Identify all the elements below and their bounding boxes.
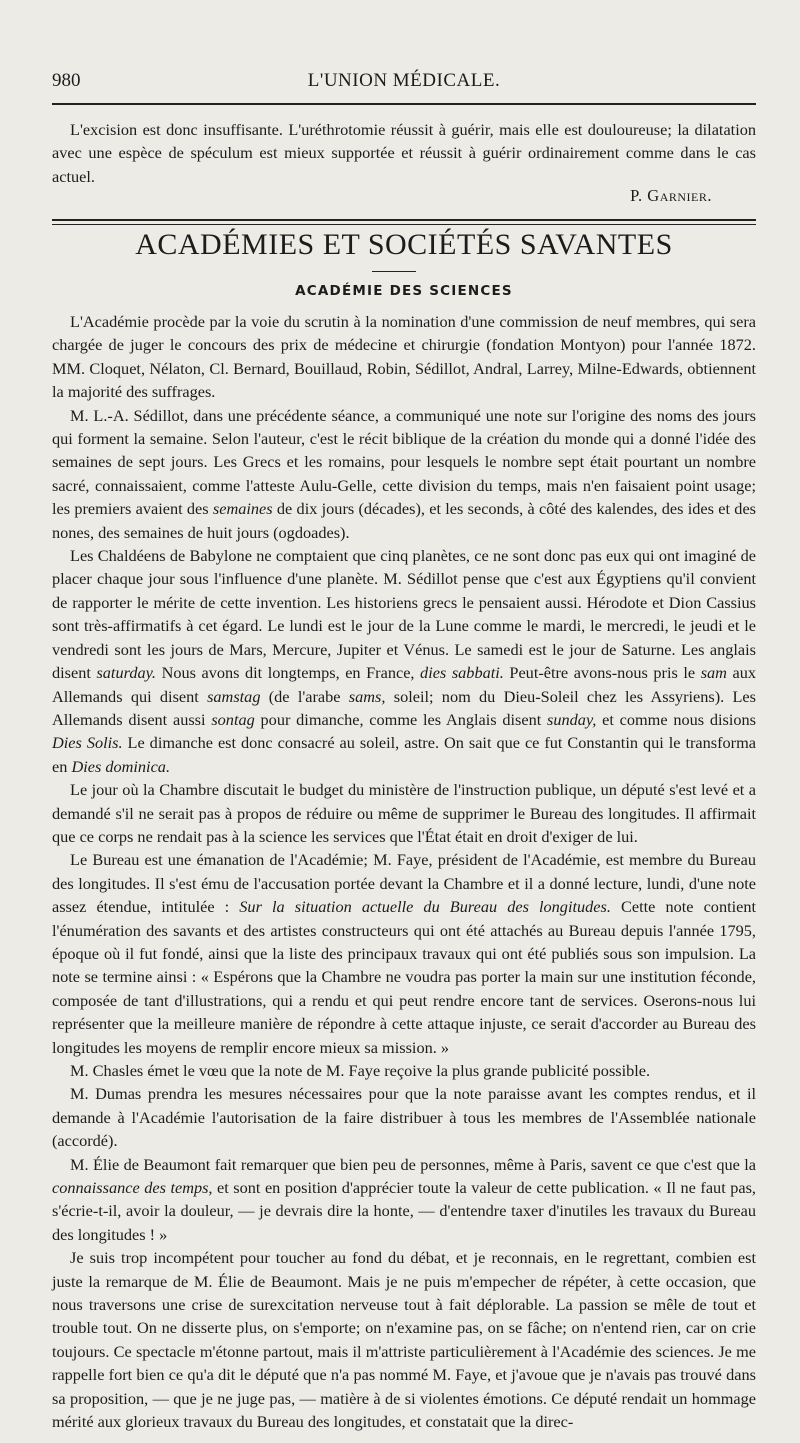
paragraph: L'Académie procède par la voie du scrutin à la nomination d'une commission de neuf membres, qui sera chargée de juger le concours des prix de médecine et chirurgie (fondation Montyon) pour l'année 1872. MM. Cloquet, Nélaton, Cl. Bernard, Bouillaud, Robin, Sédillot, Andral, Larrey, Milne-Edwards, obtiennent la majorité des suffrages. — [52, 312, 756, 402]
signature-name: Garnier. — [647, 186, 712, 205]
paragraph: M. L.-A. Sédillot, dans une précédente séance, a communiqué une note sur l'origine des noms des jours qui forment la semaine. Selon l'auteur, c'est le récit biblique de la création du monde qui a donné l'idée des semaines de sept jours. Les Grecs et les romains, pour lesquels le nombre sept était pourtant un nombre sacré, connaissaient, comme l'atteste Aulu-Gelle, cette division du temps, mais n'en faisaient point usage; les premiers avaient des semaines de dix jours (décades), et les seconds, à côté des kalendes, des ides et des nones, des semaines de huit jours (ogdoades). — [52, 405, 757, 542]
article-body — [52, 310, 756, 1434]
paragraph: M. Chasles émet le vœu que la note de M. Faye reçoive la plus grande publicité possible. — [70, 1061, 651, 1080]
journal-title: L'UNION MÉDICALE. — [307, 70, 501, 91]
title-underline — [372, 271, 416, 272]
paragraph: Le Bureau est une émanation de l'Académie; M. Faye, président de l'Académie, est membre du Bureau des longitudes. Il s'est ému de l'accusation portée devant la Chambre et il a donné lecture, lundi, d'une note assez étendue, intitulée : Sur la situation actuelle du Bureau des longitudes. Cette note contient l'énumération des savants et des artistes constructeurs qui ont été attachés au Bureau depuis l'année 1795, époque où il fut fondé, ainsi que la liste des principaux travaux qui ont été publiés sous son impulsion. La note se termine ainsi : « Espérons que la Chambre ne voudra pas porter la main sur une institution féconde, composée de tant d'illustrations, qui a rendu et qui peut rendre encore tant de services. Oserons-nous lui représenter que la meilleure manière de répondre à cette attaque injuste, ce serait d'accorder au Bureau des longitudes les moyens de remplir encore mieux sa mission. » — [52, 850, 757, 1057]
section-title: ACADÉMIES ET SOCIÉTÉS SAVANTES — [135, 228, 673, 261]
header-rule — [52, 103, 756, 105]
paragraph: M. Dumas prendra les mesures nécessaires pour que la note paraisse avant les comptes rendus, et il demande à l'Académie l'autorisation de la faire distribuer à tous les membres de l'Assemblée nationale (accordé). — [52, 1084, 756, 1151]
page-number: 980 — [52, 70, 81, 91]
running-header — [52, 70, 756, 100]
author-signature — [630, 186, 712, 206]
paragraph: Je suis trop incompétent pour toucher au fond du débat, et je reconnais, en le regrettant, combien est juste la remarque de M. Élie de Beaumont. Mais je ne puis m'empecher de répéter, à cette occasion, que nous traversons une crise de surexcitation nerveuse tout à fait déplorable. La passion se mêle de tout et trouble tout. On ne disserte plus, on s'emporte; on n'examine pas, on se fâche; on n'entend rien, car on crie toujours. Ce spectacle m'étonne partout, mais il m'attriste particulièrement à l'Académie des sciences. Je me rappelle fort bien ce qu'a dit le député que n'a pas nommé M. Faye, et j'avoue que je n'avais pas trouvé dans sa proposition, — que je ne juge pas, — matière à de si violentes émotions. Ce député rendait un hommage mérité aux glorieux travaux du Bureau des longitudes, et constatait que la direc- — [52, 1248, 756, 1432]
sub-title: ACADÉMIE DES SCIENCES — [295, 283, 513, 299]
paragraph: M. Élie de Beaumont fait remarquer que bien peu de personnes, même à Paris, savent ce que c'est que la connaissance des temps, et sont en position d'apprécier toute la valeur de cette publication. « Il ne faut pas, s'écrie-t-il, avoir la douleur, — je devrais dire la honte, — d'entendre taxer d'inutiles les travaux du Bureau des longitudes ! » — [52, 1154, 756, 1244]
paragraph: Le jour où la Chambre discutait le budget du ministère de l'instruction publique, un député s'est levé et a demandé s'il ne serait pas à propos de réduire ou même de supprimer le Bureau des longitudes. Il affirmait que ce corps ne rendait pas à la science les services que l'État était en droit d'exiger de lui. — [52, 780, 756, 846]
paragraph: Les Chaldéens de Babylone ne comptaient que cinq planètes, ce ne sont donc pas eux qui ont imaginé de placer chaque jour sous l'influence d'une planète. M. Sédillot pense que c'est aux Égyptiens qu'il convient de rapporter le mérite de cette invention. Les historiens grecs le pensaient aussi. Hérodote et Dion Cassius sont très-affirmatifs à cet égard. Le lundi est le jour de la Lune comme le mardi, le mercredi, le jeudi et le vendredi sont les jours de Mars, Mercure, Jupiter et Vénus. Le samedi est le jour de Saturne. Les anglais disent saturday. Nous avons dit longtemps, en France, dies sabbati. Peut-être avons-nous pris le sam aux Allemands qui disent samstag (de l'arabe sams, soleil; nom du Dieu-Soleil chez les Assyriens). Les Allemands disent aussi sontag pour dimanche, comme les Anglais disent sunday, et comme nous disions Dies Solis. Le dimanche est donc consacré au soleil, astre. On sait que ce fut Constantin qui le transforma en Dies dominica. — [52, 546, 757, 776]
signature-initial: P. — [630, 186, 648, 205]
section-divider — [52, 219, 756, 225]
intro-block — [52, 118, 756, 188]
intro-paragraph: L'excision est donc insuffisante. L'uréthrotomie réussit à guérir, mais elle est douloureuse; la dilatation avec une espèce de spéculum est mieux supportée et réussit à guérir ordinairement comme dans le cas actuel. — [52, 120, 756, 186]
